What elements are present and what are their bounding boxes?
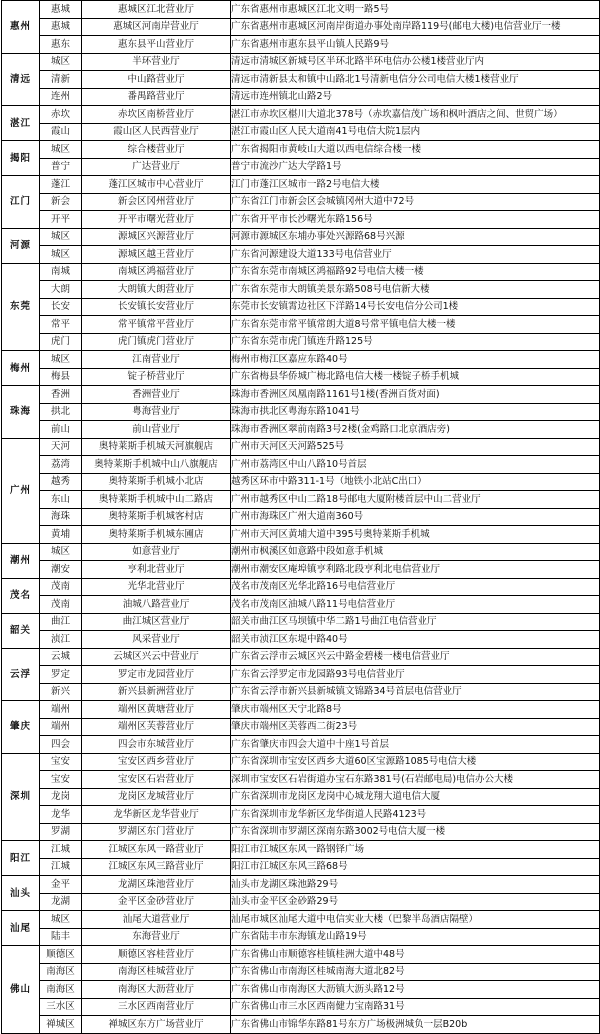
district-cell: 浈江 xyxy=(40,631,82,649)
table-row xyxy=(2,386,600,404)
hall-cell: 如意营业厅 xyxy=(82,543,231,561)
table-row xyxy=(2,963,600,981)
district-cell: 常平 xyxy=(40,316,82,334)
city-cell: 揭阳 xyxy=(2,141,40,176)
addr-cell: 广州市天河区黄埔大道中395号奥特莱斯手机城 xyxy=(231,526,600,544)
hall-cell: 端州区黄塘营业厅 xyxy=(82,701,231,719)
addr-cell: 韶关市曲江区马坝镇中华二路1号曲江电信营业厅 xyxy=(231,613,600,631)
table-row xyxy=(2,228,600,246)
district-cell: 城区 xyxy=(40,141,82,159)
district-cell: 顺德区 xyxy=(40,946,82,964)
table-row xyxy=(2,508,600,526)
table-row xyxy=(2,928,600,946)
district-cell: 开平 xyxy=(40,211,82,229)
district-cell: 陆丰 xyxy=(40,928,82,946)
addr-cell: 广东省佛山市顺德容桂镇桂洲大道中48号 xyxy=(231,946,600,964)
addr-cell: 广东省云浮罗定市龙园路93号电信营业厅 xyxy=(231,666,600,684)
table-row xyxy=(2,823,600,841)
district-cell: 曲江 xyxy=(40,613,82,631)
hall-cell: 南海区大沥营业厅 xyxy=(82,981,231,999)
district-cell: 黄埔 xyxy=(40,526,82,544)
addr-cell: 东莞市长安镇霄边社区下洋路14号长安电信分公司1楼 xyxy=(231,298,600,316)
addr-cell: 汕头市龙湖区珠池路29号 xyxy=(231,876,600,894)
table-row xyxy=(2,806,600,824)
city-cell: 惠州 xyxy=(2,1,40,54)
city-cell: 阳江 xyxy=(2,841,40,876)
hall-cell: 中山路营业厅 xyxy=(82,71,231,89)
hall-cell: 江南营业厅 xyxy=(82,351,231,369)
city-cell: 梅州 xyxy=(2,351,40,386)
hall-cell: 亨利北营业厅 xyxy=(82,561,231,579)
addr-cell: 珠海市香洲区凤凰南路1161号1楼(香洲百货对面) xyxy=(231,386,600,404)
district-cell: 清新 xyxy=(40,71,82,89)
hall-cell: 龙岗区龙城营业厅 xyxy=(82,788,231,806)
hall-cell: 端州区芙蓉营业厅 xyxy=(82,718,231,736)
hall-cell: 广达营业厅 xyxy=(82,158,231,176)
table-row xyxy=(2,106,600,124)
addr-cell: 广东省佛山市南海区桂城南海大道北82号 xyxy=(231,963,600,981)
district-cell: 金平 xyxy=(40,876,82,894)
hall-cell: 粤海营业厅 xyxy=(82,403,231,421)
table-row xyxy=(2,648,600,666)
city-cell: 韶关 xyxy=(2,613,40,648)
hall-cell: 龙华新区龙华营业厅 xyxy=(82,806,231,824)
addr-cell: 肇庆市端州区芙蓉西二街23号 xyxy=(231,718,600,736)
table-row xyxy=(2,876,600,894)
table-row xyxy=(2,893,600,911)
addr-cell: 江门市蓬江区城市一路2号电信大楼 xyxy=(231,176,600,194)
hall-cell: 惠城区江北营业厅 xyxy=(82,1,231,19)
table-row xyxy=(2,158,600,176)
addr-cell: 广东省佛山市南海区大沥镇大沥头路12号 xyxy=(231,981,600,999)
hall-cell: 禅城区东方广场营业厅 xyxy=(82,1016,231,1034)
hall-cell: 云城区兴云中营业厅 xyxy=(82,648,231,666)
addr-cell: 广东省东莞市虎门镇连升路125号 xyxy=(231,333,600,351)
table-row xyxy=(2,788,600,806)
addr-cell: 广东省云浮市新兴县新城镇文锦路34号首层电信营业厅 xyxy=(231,683,600,701)
addr-cell: 深圳市宝安区石岩街道办宝石东路381号(石岩邮电局)电信办公大楼 xyxy=(231,771,600,789)
table-row xyxy=(2,421,600,439)
district-cell: 赤坎 xyxy=(40,106,82,124)
city-cell: 云浮 xyxy=(2,648,40,701)
district-cell: 连州 xyxy=(40,88,82,106)
addr-cell: 茂名市茂南区油城八路11号电信营业厅 xyxy=(231,596,600,614)
district-cell: 梅县 xyxy=(40,368,82,386)
addr-cell: 广东省深圳市龙岗区龙岗中心城龙翔大道电信大厦 xyxy=(231,788,600,806)
hall-cell: 源城区越王营业厅 xyxy=(82,246,231,264)
city-cell: 潮州 xyxy=(2,543,40,578)
table-row xyxy=(2,53,600,71)
district-cell: 普宁 xyxy=(40,158,82,176)
hall-cell: 三水区西南营业厅 xyxy=(82,998,231,1016)
addr-cell: 清远市清新县太和镇中山路北1号清新电信分公司电信大楼1楼营业厅 xyxy=(231,71,600,89)
addr-cell: 茂名市茂南区光华北路16号电信营业厅 xyxy=(231,578,600,596)
hall-cell: 半环营业厅 xyxy=(82,53,231,71)
district-cell: 四会 xyxy=(40,736,82,754)
hall-cell: 四会市东城营业厅 xyxy=(82,736,231,754)
hall-cell: 长安镇长安营业厅 xyxy=(82,298,231,316)
addr-cell: 广东省江门市新会区会城镇冈州大道中72号 xyxy=(231,193,600,211)
hall-cell: 曲江城区营业厅 xyxy=(82,613,231,631)
district-cell: 长安 xyxy=(40,298,82,316)
addr-cell: 越秀区环市中路311-1号（地铁小北站C出口） xyxy=(231,473,600,491)
city-cell: 肇庆 xyxy=(2,701,40,754)
table-row xyxy=(2,841,600,859)
addr-cell: 广东省深圳市龙华新区龙华街道人民路4123号 xyxy=(231,806,600,824)
hall-cell: 香洲营业厅 xyxy=(82,386,231,404)
hall-cell: 奥特莱斯手机城东圃店 xyxy=(82,526,231,544)
table-row xyxy=(2,911,600,929)
table-row xyxy=(2,771,600,789)
table-row xyxy=(2,701,600,719)
addr-cell: 珠海市香洲区翠前南路3号2楼(金鸡路口北京酒店旁) xyxy=(231,421,600,439)
district-cell: 罗湖 xyxy=(40,823,82,841)
addr-cell: 广州市荔湾区中山八路10号首层 xyxy=(231,456,600,474)
addr-cell: 汕尾市城区汕尾大道中电信实业大楼（巴黎半岛酒店隔壁） xyxy=(231,911,600,929)
city-cell: 江门 xyxy=(2,176,40,229)
addr-cell: 清远市清城区新城号区半环北路半环电信办公楼1楼营业厅内 xyxy=(231,53,600,71)
addr-cell: 广东省肇庆市四会大道中十座1号首层 xyxy=(231,736,600,754)
district-cell: 罗定 xyxy=(40,666,82,684)
hall-cell: 江城区东风三路营业厅 xyxy=(82,858,231,876)
city-cell: 茂名 xyxy=(2,578,40,613)
hall-cell: 番禺路营业厅 xyxy=(82,88,231,106)
table-row xyxy=(2,298,600,316)
table-body xyxy=(2,1,600,1034)
district-cell: 宝安 xyxy=(40,753,82,771)
district-cell: 云城 xyxy=(40,648,82,666)
addr-cell: 湛江市赤坎区椹川大道北378号（赤坎嘉信茂广场和枫叶酒店之间、世贸广场） xyxy=(231,106,600,124)
addr-cell: 广东省佛山市三水区西南健力宝南路31号 xyxy=(231,998,600,1016)
hall-cell: 常平镇常平营业厅 xyxy=(82,316,231,334)
hall-cell: 虎门镇虎门营业厅 xyxy=(82,333,231,351)
addr-cell: 广东省惠州市惠城区江北文明一路5号 xyxy=(231,1,600,19)
addr-cell: 潮州市潮安区庵埠镇亨利路北段亨利北电信营业厅 xyxy=(231,561,600,579)
district-cell: 宝安 xyxy=(40,771,82,789)
district-cell: 大朗 xyxy=(40,281,82,299)
addr-cell: 阳江市江城区东风一路钢铎广场 xyxy=(231,841,600,859)
hall-cell: 龙湖区珠池营业厅 xyxy=(82,876,231,894)
hall-cell: 源城区兴源营业厅 xyxy=(82,228,231,246)
hall-cell: 南海区桂城营业厅 xyxy=(82,963,231,981)
hall-cell: 宝安区石岩营业厅 xyxy=(82,771,231,789)
hall-cell: 奥特莱斯手机城中山八旗舰店 xyxy=(82,456,231,474)
table-row xyxy=(2,281,600,299)
hall-cell: 开平市曙光营业厅 xyxy=(82,211,231,229)
district-cell: 潮安 xyxy=(40,561,82,579)
hall-cell: 东海营业厅 xyxy=(82,928,231,946)
table-row xyxy=(2,246,600,264)
district-cell: 南城 xyxy=(40,263,82,281)
hall-cell: 蓬江区城市中心营业厅 xyxy=(82,176,231,194)
district-cell: 龙湖 xyxy=(40,893,82,911)
hall-cell: 油城八路营业厅 xyxy=(82,596,231,614)
addr-cell: 河源市源城区东埔办事处兴源路68号兴源 xyxy=(231,228,600,246)
hall-cell: 顺德区容桂营业厅 xyxy=(82,946,231,964)
hall-cell: 金平区金砂营业厅 xyxy=(82,893,231,911)
district-cell: 城区 xyxy=(40,911,82,929)
table-row xyxy=(2,368,600,386)
district-cell: 新会 xyxy=(40,193,82,211)
hall-cell: 南城区鸿福营业厅 xyxy=(82,263,231,281)
hall-cell: 大朗镇大朗营业厅 xyxy=(82,281,231,299)
table-row xyxy=(2,123,600,141)
table-row xyxy=(2,683,600,701)
table-row xyxy=(2,141,600,159)
city-cell: 河源 xyxy=(2,228,40,263)
district-cell: 惠城 xyxy=(40,18,82,36)
table-row xyxy=(2,263,600,281)
hall-cell: 宝安区西乡营业厅 xyxy=(82,753,231,771)
district-cell: 龙华 xyxy=(40,806,82,824)
hall-cell: 综合楼营业厅 xyxy=(82,141,231,159)
table-row xyxy=(2,526,600,544)
addr-cell: 普宁市流沙广达大学路1号 xyxy=(231,158,600,176)
district-cell: 荔湾 xyxy=(40,456,82,474)
district-cell: 霞山 xyxy=(40,123,82,141)
table-row xyxy=(2,561,600,579)
addr-cell: 清远市连州镇北山路2号 xyxy=(231,88,600,106)
addr-cell: 阳江市江城区东风三路68号 xyxy=(231,858,600,876)
table-row xyxy=(2,351,600,369)
addr-cell: 广东省惠州市惠城区河南岸街道办事处南岸路119号(邮电大楼)电信营业厅一楼 xyxy=(231,18,600,36)
hall-cell: 罗定市龙园营业厅 xyxy=(82,666,231,684)
table-row xyxy=(2,456,600,474)
hall-cell: 前山营业厅 xyxy=(82,421,231,439)
hall-cell: 风采营业厅 xyxy=(82,631,231,649)
table-row xyxy=(2,578,600,596)
district-cell: 江城 xyxy=(40,841,82,859)
district-cell: 海珠 xyxy=(40,508,82,526)
district-cell: 虎门 xyxy=(40,333,82,351)
hall-cell: 奥特莱斯手机城中山二路店 xyxy=(82,491,231,509)
district-cell: 端州 xyxy=(40,718,82,736)
addr-cell: 汕头市金平区金砂路29号 xyxy=(231,893,600,911)
addr-cell: 广东省东莞市常平镇常朗大道8号常平镇电信大楼一楼 xyxy=(231,316,600,334)
table-row xyxy=(2,596,600,614)
hall-cell: 惠城区河南岸营业厅 xyxy=(82,18,231,36)
district-cell: 茂南 xyxy=(40,578,82,596)
district-cell: 端州 xyxy=(40,701,82,719)
table-row xyxy=(2,193,600,211)
table-row xyxy=(2,858,600,876)
addr-cell: 广东省陆丰市东海镇龙山路19号 xyxy=(231,928,600,946)
addr-cell: 广东省揭阳市黄岐山大道以西电信综合楼一楼 xyxy=(231,141,600,159)
city-cell: 汕头 xyxy=(2,876,40,911)
district-cell: 蓬江 xyxy=(40,176,82,194)
addr-cell: 广东省深圳市宝安区西乡大道60区宝源路1085号电信大楼 xyxy=(231,753,600,771)
district-cell: 南海区 xyxy=(40,981,82,999)
district-cell: 茂南 xyxy=(40,596,82,614)
addr-cell: 广东省开平市长沙曙光东路156号 xyxy=(231,211,600,229)
table-row xyxy=(2,438,600,456)
addr-cell: 广东省深圳市罗湖区深南东路3002号电信大厦一楼 xyxy=(231,823,600,841)
table-row xyxy=(2,88,600,106)
table-row xyxy=(2,316,600,334)
addr-cell: 韶关市浈江区东堤中路40号 xyxy=(231,631,600,649)
addr-cell: 广州市天河区天河路525号 xyxy=(231,438,600,456)
table-row xyxy=(2,631,600,649)
table-row xyxy=(2,946,600,964)
addr-cell: 梅州市梅江区嘉应东路40号 xyxy=(231,351,600,369)
addr-cell: 珠海市拱北区粤海东路1041号 xyxy=(231,403,600,421)
addr-cell: 肇庆市端州区天宁北路8号 xyxy=(231,701,600,719)
table-row xyxy=(2,211,600,229)
hall-cell: 赤坎区南桥营业厅 xyxy=(82,106,231,124)
table-row xyxy=(2,176,600,194)
hall-cell: 霞山区人民西营业厅 xyxy=(82,123,231,141)
hall-cell: 奥特莱斯手机城天河旗舰店 xyxy=(82,438,231,456)
addr-cell: 广东省河源建设大道133号电信营业厅 xyxy=(231,246,600,264)
district-cell: 香洲 xyxy=(40,386,82,404)
addr-cell: 广州市海珠区广州大道南360号 xyxy=(231,508,600,526)
table-row xyxy=(2,543,600,561)
table-row xyxy=(2,71,600,89)
hall-cell: 汕尾大道营业厅 xyxy=(82,911,231,929)
district-cell: 禅城区 xyxy=(40,1016,82,1034)
hall-cell: 锭子桥营业厅 xyxy=(82,368,231,386)
table-row xyxy=(2,981,600,999)
table-row xyxy=(2,666,600,684)
district-cell: 东山 xyxy=(40,491,82,509)
hall-cell: 江城区东风一路营业厅 xyxy=(82,841,231,859)
addr-cell: 广东省梅县华侨城广梅北路电信大楼一楼锭子桥手机城 xyxy=(231,368,600,386)
district-cell: 江城 xyxy=(40,858,82,876)
city-cell: 湛江 xyxy=(2,106,40,141)
table-row xyxy=(2,736,600,754)
table-row xyxy=(2,473,600,491)
city-cell: 珠海 xyxy=(2,386,40,439)
district-cell: 城区 xyxy=(40,543,82,561)
district-cell: 新兴 xyxy=(40,683,82,701)
district-cell: 龙岗 xyxy=(40,788,82,806)
table-row xyxy=(2,36,600,54)
addr-cell: 广州市越秀区中山二路18号邮电大厦附楼首层中山二营业厅 xyxy=(231,491,600,509)
addr-cell: 广东省佛山市锦华东路81号东方广场极洲城负一层B20b xyxy=(231,1016,600,1034)
city-cell: 佛山 xyxy=(2,946,40,1034)
table-row xyxy=(2,613,600,631)
hall-cell: 新兴县新洲营业厅 xyxy=(82,683,231,701)
table-row xyxy=(2,998,600,1016)
hall-cell: 惠东县平山营业厅 xyxy=(82,36,231,54)
addr-cell: 广东省惠州市惠东县平山镇人民路9号 xyxy=(231,36,600,54)
city-cell: 广州 xyxy=(2,438,40,543)
district-cell: 南海区 xyxy=(40,963,82,981)
district-cell: 前山 xyxy=(40,421,82,439)
table-row xyxy=(2,403,600,421)
district-cell: 惠东 xyxy=(40,36,82,54)
district-cell: 拱北 xyxy=(40,403,82,421)
addr-cell: 湛江市霞山区人民大道南41号电信大院1层内 xyxy=(231,123,600,141)
district-cell: 天河 xyxy=(40,438,82,456)
district-cell: 越秀 xyxy=(40,473,82,491)
hall-cell: 奥特莱斯手机城客村店 xyxy=(82,508,231,526)
district-cell: 城区 xyxy=(40,246,82,264)
table-row xyxy=(2,333,600,351)
district-cell: 三水区 xyxy=(40,998,82,1016)
hall-cell: 奥特莱斯手机城小北店 xyxy=(82,473,231,491)
district-cell: 城区 xyxy=(40,351,82,369)
table-row xyxy=(2,753,600,771)
addr-cell: 广东省东莞市大朗镇美景东路508号电信新大楼 xyxy=(231,281,600,299)
hall-cell: 光华北营业厅 xyxy=(82,578,231,596)
store-table xyxy=(1,0,600,1034)
district-cell: 城区 xyxy=(40,53,82,71)
table-row xyxy=(2,491,600,509)
table-row xyxy=(2,1,600,19)
city-cell: 清远 xyxy=(2,53,40,106)
city-cell: 深圳 xyxy=(2,753,40,841)
city-cell: 东莞 xyxy=(2,263,40,351)
table-row xyxy=(2,18,600,36)
addr-cell: 广东省东莞市南城区鸿福路92号电信大楼一楼 xyxy=(231,263,600,281)
district-cell: 惠城 xyxy=(40,1,82,19)
district-cell: 城区 xyxy=(40,228,82,246)
hall-cell: 罗湖区东门营业厅 xyxy=(82,823,231,841)
city-cell: 汕尾 xyxy=(2,911,40,946)
addr-cell: 广东省云浮市云城区兴云中路金碧楼一楼电信营业厅 xyxy=(231,648,600,666)
table-row xyxy=(2,1016,600,1034)
addr-cell: 潮州市枫溪区如意路中段如意手机城 xyxy=(231,543,600,561)
hall-cell: 新会区冈州营业厅 xyxy=(82,193,231,211)
store-list-sheet xyxy=(1,0,599,1034)
table-row xyxy=(2,718,600,736)
